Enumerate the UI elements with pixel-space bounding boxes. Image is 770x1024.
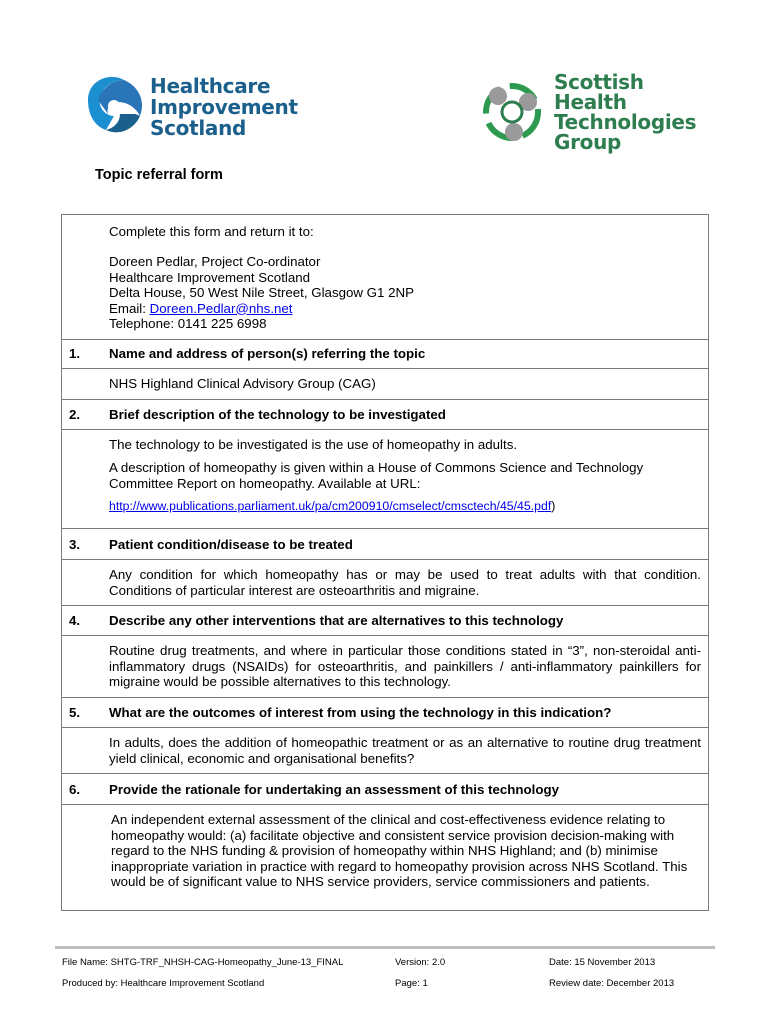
footer-date: Date: 15 November 2013 (549, 957, 656, 968)
url-suffix: ) (551, 499, 556, 513)
his-logo-line1: Healthcare (150, 74, 271, 98)
contact-org: Healthcare Improvement Scotland (109, 269, 311, 285)
page-title: Topic referral form (95, 167, 223, 183)
healthcare-improvement-scotland-logo (80, 70, 320, 140)
contact-name: Doreen Pedlar, Project Co-ordinator (109, 254, 321, 269)
divider (61, 727, 709, 728)
section-6-number: 6. (69, 782, 81, 797)
contact-email-line (109, 301, 293, 317)
contact-telephone: Telephone: 0141 225 6998 (109, 316, 267, 331)
section-3-heading: Patient condition/disease to be treated (109, 537, 353, 552)
divider (61, 697, 709, 698)
his-logo-line2: Improvement (150, 95, 298, 119)
footer-rule (55, 946, 715, 949)
divider (61, 399, 709, 400)
section-5-body: In adults, does the addition of homeopathic treatment or as an alternative to routine drug treatment yield clinical, economic and organisational benefits? (109, 735, 701, 766)
shtg-logo-line2: Health (554, 90, 627, 114)
footer-produced-by: Produced by: Healthcare Improvement Scotland (62, 978, 265, 989)
section-4-heading: Describe any other interventions that are alternatives to this technology (109, 613, 564, 628)
divider (61, 339, 709, 340)
section-5-number: 5. (69, 705, 81, 720)
shtg-logo (474, 72, 714, 152)
divider (61, 528, 709, 529)
shtg-logo-line1: Scottish (554, 70, 644, 94)
divider (61, 804, 709, 805)
section-1-heading: Name and address of person(s) referring the topic (109, 346, 426, 361)
section-1-number: 1. (69, 346, 81, 361)
section-4-number: 4. (69, 613, 81, 628)
intro-instruction: Complete this form and return it to: (109, 224, 314, 239)
footer-review-date: Review date: December 2013 (549, 978, 675, 989)
section-5-heading: What are the outcomes of interest from using the technology in this indication? (109, 705, 612, 720)
section-1-body: NHS Highland Clinical Advisory Group (CAG) (109, 376, 376, 391)
shtg-logo-line4: Group (554, 130, 622, 154)
email-label: Email: (109, 300, 150, 316)
section-2-url-line (109, 499, 555, 515)
shtg-logo-line3: Technologies (554, 110, 697, 134)
section-2-body2: A description of homeopathy is given within a House of Commons Science and Technology Committee Report on homeopathy. Available at URL: (109, 460, 644, 491)
email-link[interactable]: Doreen.Pedlar@nhs.net (149, 300, 293, 316)
section-2-number: 2. (69, 407, 81, 422)
divider (61, 635, 709, 636)
footer-page: Page: 1 (395, 978, 428, 989)
section-3-body: Any condition for which homeopathy has or may be used to treat adults with that condition. Conditions of particular interest are osteoarthritis and migraine. (109, 567, 701, 598)
divider (61, 429, 709, 430)
section-6-heading: Provide the rationale for undertaking an assessment of this technology (109, 782, 559, 797)
section-4-body: Routine drug treatments, and where in particular those conditions stated in “3”, non-steroidal anti-inflammatory drugs (NSAIDs) for osteoarthritis, and painkillers / anti-inflammatory painkillers for migraine would be possible alternatives to this technology. (109, 643, 701, 689)
divider (61, 773, 709, 774)
divider (61, 605, 709, 606)
footer-file-name: File Name: SHTG-TRF_NHSH-CAG-Homeopathy_June-13_FINAL (62, 957, 344, 968)
footer-version: Version: 2.0 (395, 957, 446, 968)
divider (61, 559, 709, 560)
section-2-heading: Brief description of the technology to be investigated (109, 407, 446, 422)
divider (61, 368, 709, 369)
his-logo-line3: Scotland (150, 116, 247, 140)
section-3-number: 3. (69, 537, 81, 552)
section-2-body1: The technology to be investigated is the use of homeopathy in adults. (109, 437, 518, 452)
contact-address: Delta House, 50 West Nile Street, Glasgow G1 2NP (109, 285, 414, 300)
shtg-emblem-icon (474, 76, 546, 148)
report-url-link[interactable]: http://www.publications.parliament.uk/pa/cm200910/cmselect/cmsctech/45/45.pdf (109, 499, 552, 513)
his-emblem-icon (80, 70, 150, 140)
section-6-body: An independent external assessment of the clinical and cost-effectiveness evidence relating to homeopathy would: (a) facilitate objective and consistent service provision decision-making with regard to the NHS funding & provision of homeopathy within NHS Highland; and (b) minimise inappropriate variation in practice with regard to homeopathy provision across NHS Scotland. This would be of significant value to NHS service providers, service commissioners and patients. (111, 812, 688, 889)
